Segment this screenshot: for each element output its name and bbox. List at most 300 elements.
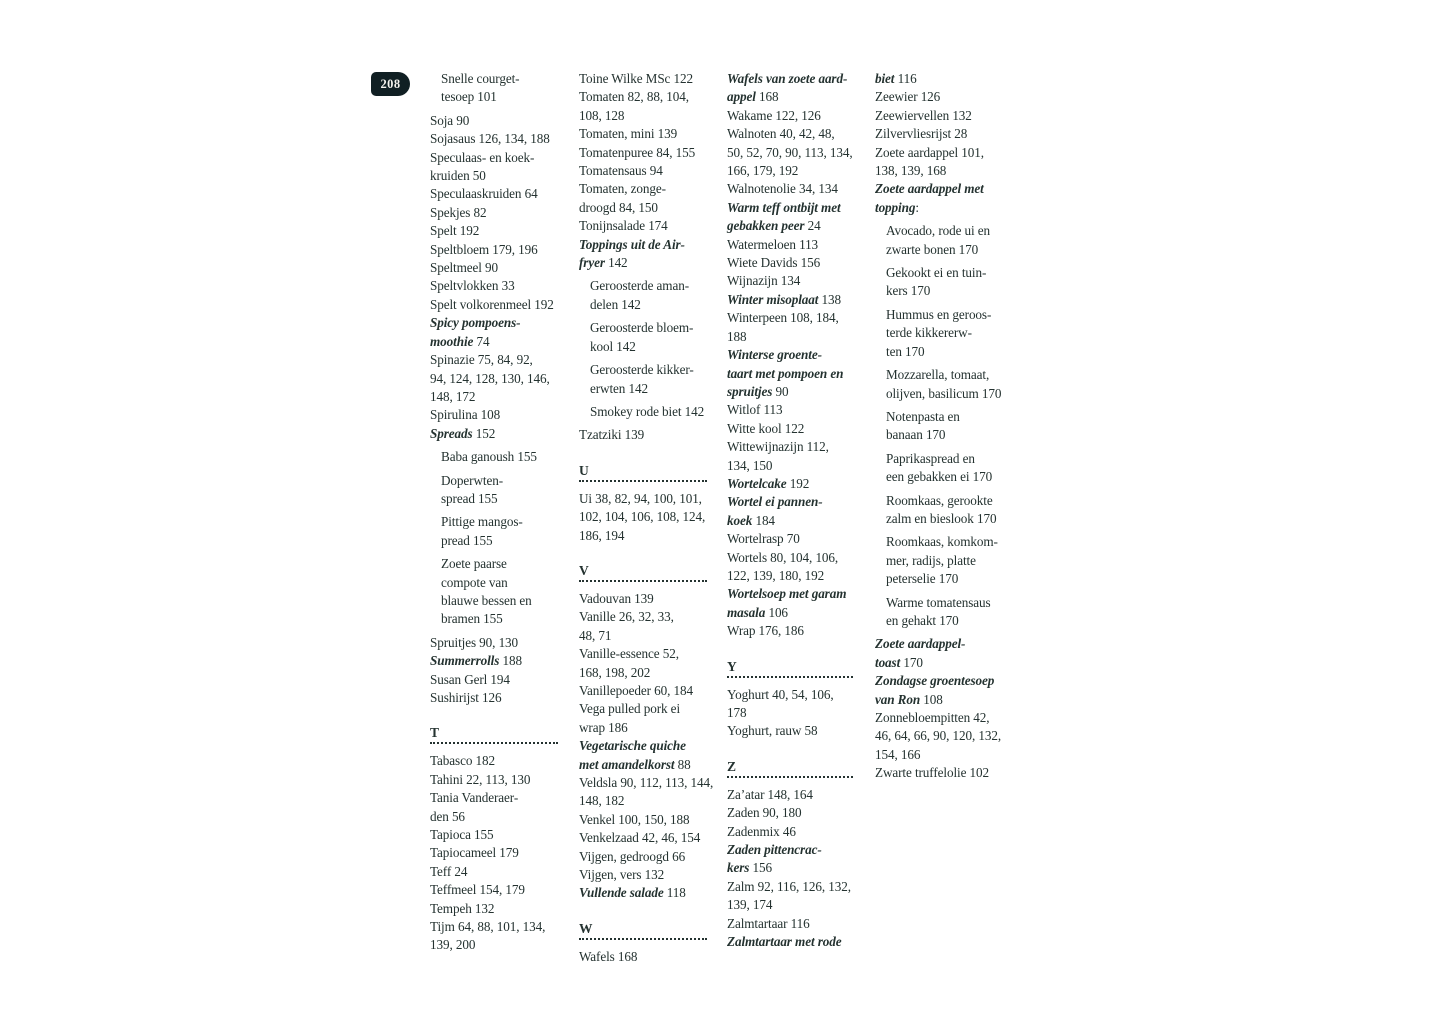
entry-line <box>727 512 853 530</box>
entry-text: olijven, basilicum 170 <box>886 385 1002 401</box>
index-entry <box>430 351 558 406</box>
entry-line <box>727 859 853 877</box>
entry-text: 156 <box>749 860 772 876</box>
entry-line <box>441 70 558 88</box>
entry-line <box>590 361 707 379</box>
entry-text: Tabasco 182 <box>430 753 495 769</box>
index-entry <box>727 291 853 309</box>
entry-text: Vijgen, gedroogd 66 <box>579 848 686 864</box>
entry-text: Spruitjes 90, 130 <box>430 634 519 650</box>
entry-line <box>886 492 999 510</box>
entry-text: 188 <box>727 328 747 344</box>
entry-text: Vega pulled pork ei <box>579 701 681 717</box>
entry-text: 154, 166 <box>875 746 921 762</box>
entry-text: Winterpeen 108, 184, <box>727 310 839 326</box>
index-entry <box>579 682 707 700</box>
index-entry <box>875 672 999 709</box>
entry-line <box>727 896 853 914</box>
entry-text: Spelt 192 <box>430 223 480 239</box>
entry-line <box>727 107 853 125</box>
entry-line <box>579 792 707 810</box>
entry-text: blauwe bessen en <box>441 592 532 608</box>
entry-line <box>430 863 558 881</box>
entry-text: pread 155 <box>441 532 493 548</box>
entry-text: den 56 <box>430 808 465 824</box>
entry-line <box>727 254 853 272</box>
entry-text: en gehakt 170 <box>886 612 959 628</box>
entry-line <box>430 185 558 203</box>
entry-line <box>430 333 558 351</box>
entry-line <box>727 272 853 290</box>
entry-text: Avocado, rode ui en <box>886 223 991 239</box>
entry-text: 122, 139, 180, 192 <box>727 567 825 583</box>
entry-line <box>727 88 853 106</box>
entry-line <box>441 513 558 531</box>
recipe-title-text: biet <box>875 71 895 86</box>
entry-text: Tonijnsalade 174 <box>579 218 668 234</box>
entry-text: Vijgen, vers 132 <box>579 867 665 883</box>
entry-line <box>727 162 853 180</box>
entry-line <box>727 346 853 364</box>
index-entry <box>579 737 707 774</box>
section-letter: V <box>579 562 589 578</box>
entry-text: Wakame 122, 126 <box>727 107 821 123</box>
entry-text: Watermeloen 113 <box>727 236 819 252</box>
index-column-2 <box>579 70 714 966</box>
index-entry <box>727 823 853 841</box>
entry-text: Wrap 176, 186 <box>727 623 804 639</box>
entry-text: Wafels 168 <box>579 948 638 964</box>
section-header-t <box>430 726 558 744</box>
index-subentry <box>875 533 999 588</box>
index-entry <box>430 241 558 259</box>
entry-text: Tapioca 155 <box>430 827 494 843</box>
entry-line <box>886 510 999 528</box>
index-subentry <box>875 222 999 259</box>
entry-text: 106 <box>765 604 788 620</box>
entry-line <box>886 306 999 324</box>
entry-line <box>430 881 558 899</box>
entry-line <box>430 634 558 652</box>
entry-text: Yoghurt 40, 54, 106, <box>727 686 834 702</box>
recipe-title-text: fryer <box>579 255 605 271</box>
entry-text: erwten 142 <box>590 380 648 396</box>
entry-text: Geroosterde bloem- <box>590 320 694 336</box>
index-subentry <box>579 277 707 314</box>
entry-text: kool 142 <box>590 338 636 354</box>
entry-text: Roomkaas, gerookte <box>886 492 993 508</box>
entry-line <box>886 366 999 384</box>
entry-text: Hummus en geroos- <box>886 306 992 322</box>
entry-line <box>441 555 558 573</box>
index-entry <box>430 149 558 186</box>
entry-line <box>727 180 853 198</box>
entry-text: Tania Vanderaer- <box>430 790 519 806</box>
entry-text: Teff 24 <box>430 863 468 879</box>
index-entry <box>727 199 853 236</box>
entry-line <box>727 475 853 493</box>
entry-text: 134, 150 <box>727 457 773 473</box>
entry-line <box>430 689 558 707</box>
entry-line <box>579 664 707 682</box>
entry-text: Teffmeel 154, 179 <box>430 882 525 898</box>
index-entry <box>579 70 707 88</box>
index-entry <box>430 406 558 424</box>
entry-line <box>590 403 707 421</box>
index-subentry <box>430 70 558 107</box>
index-entry <box>727 475 853 493</box>
index-entry <box>875 88 999 106</box>
index-entry <box>727 107 853 125</box>
entry-line <box>875 746 999 764</box>
entry-line <box>886 533 999 551</box>
entry-text: peterselie 170 <box>886 571 959 587</box>
index-entry <box>579 490 707 545</box>
recipe-title-text: Zoete aardappel- <box>875 636 966 652</box>
entry-line <box>579 125 707 143</box>
entry-text: ten 170 <box>886 343 925 359</box>
entry-line <box>579 608 707 626</box>
entry-line <box>590 338 707 356</box>
section-header-y <box>727 660 853 678</box>
entry-line <box>579 144 707 162</box>
entry-line <box>430 314 558 332</box>
index-entry <box>430 634 558 652</box>
recipe-title-text: Wafels van zoete aard- <box>727 71 848 86</box>
entry-line <box>727 199 853 217</box>
entry-line <box>430 844 558 862</box>
recipe-title-text: Warm teff ontbijt met <box>727 199 841 215</box>
entry-text: Ui 38, 82, 94, 100, 101, <box>579 490 702 506</box>
index-entry <box>430 204 558 222</box>
entry-text: Witte kool 122 <box>727 420 805 436</box>
index-entry <box>579 144 707 162</box>
index-entry <box>579 866 707 884</box>
entry-line <box>886 468 999 486</box>
entry-line <box>579 948 707 966</box>
entry-text: Speltvlokken 33 <box>430 278 515 294</box>
entry-line <box>430 652 558 670</box>
entry-text: 102, 104, 106, 108, 124, <box>579 509 706 525</box>
index-entry <box>727 915 853 933</box>
index-entry <box>727 346 853 401</box>
entry-text: Zonnebloempitten 42, <box>875 710 990 725</box>
entry-line <box>579 866 707 884</box>
entry-line <box>727 704 853 722</box>
index-entry <box>430 900 558 918</box>
index-subentry <box>875 264 999 301</box>
entry-line <box>590 277 707 295</box>
entry-text: terde kikkererw- <box>886 325 972 341</box>
recipe-title-text: taart met pompoen en <box>727 365 844 381</box>
index-entry <box>875 635 999 672</box>
entry-line <box>430 671 558 689</box>
index-entry <box>727 722 853 740</box>
index-subentry <box>875 450 999 487</box>
index-entry <box>430 671 558 689</box>
entry-line <box>875 107 999 125</box>
entry-line <box>727 804 853 822</box>
entry-text: Zwarte truffelolie 102 <box>875 765 990 781</box>
entry-text: 24 <box>804 218 821 234</box>
recipe-title-text: Wortel ei pannen- <box>727 494 823 510</box>
entry-line <box>727 420 853 438</box>
entry-line <box>886 426 999 444</box>
index-entry <box>875 709 1002 764</box>
index-entry <box>430 771 558 789</box>
index-entry <box>579 88 707 125</box>
entry-line <box>430 112 558 130</box>
entry-text: Spekjes 82 <box>430 204 487 220</box>
entry-text: zalm en bieslook 170 <box>886 510 997 526</box>
entry-line <box>886 343 999 361</box>
index-entry <box>875 764 999 782</box>
entry-text: 186, 194 <box>579 527 625 543</box>
index-entry <box>430 259 558 277</box>
entry-line <box>430 425 558 443</box>
entry-text: Susan Gerl 194 <box>430 671 510 687</box>
entry-line <box>430 826 558 844</box>
entry-line <box>727 878 853 896</box>
entry-line <box>727 291 853 309</box>
entry-line <box>579 884 707 902</box>
entry-text: 88 <box>674 756 691 772</box>
index-entry <box>727 125 853 180</box>
entry-line <box>441 574 558 592</box>
entry-text: Spinazie 75, 84, 92, <box>430 352 533 368</box>
index-entry <box>430 863 558 881</box>
entry-line <box>727 567 853 585</box>
entry-text: Notenpasta en <box>886 408 960 424</box>
entry-text: 48, 71 <box>579 627 612 643</box>
entry-line <box>579 737 707 755</box>
index-entry <box>579 829 707 847</box>
entry-line <box>579 508 707 526</box>
index-entry <box>579 700 707 737</box>
entry-text: 168, 198, 202 <box>579 664 651 680</box>
index-entry <box>430 296 558 314</box>
entry-line <box>579 217 707 235</box>
index-entry <box>727 420 853 438</box>
entry-line <box>727 549 853 567</box>
entry-line <box>579 682 707 700</box>
entry-text: Speltbloem 179, 196 <box>430 241 538 257</box>
entry-line <box>727 383 853 401</box>
entry-line <box>875 635 999 653</box>
entry-line <box>727 841 853 859</box>
entry-line <box>727 622 853 640</box>
recipe-title-text: Toppings uit de Air- <box>579 236 685 252</box>
entry-line <box>886 385 1002 403</box>
recipe-title-text: Spreads <box>430 425 473 441</box>
entry-text: Vanille 26, 32, 33, <box>579 609 674 625</box>
entry-text: Venkel 100, 150, 188 <box>579 811 690 827</box>
entry-text: Tijm 64, 88, 101, 134, <box>430 919 546 935</box>
entry-line <box>430 900 558 918</box>
entry-line <box>430 406 558 424</box>
index-entry <box>579 217 707 235</box>
entry-line <box>727 125 853 143</box>
entry-line <box>875 125 999 143</box>
entry-line <box>727 823 853 841</box>
entry-text: Walnotenolie 34, 134 <box>727 181 838 197</box>
index-entry <box>875 107 999 125</box>
recipe-title-text: met amandelkorst <box>579 756 675 772</box>
entry-line <box>430 296 558 314</box>
entry-line <box>727 493 853 511</box>
section-letter: Y <box>727 658 737 674</box>
entry-text: Spirulina 108 <box>430 407 501 423</box>
entry-text: Geroosterde kikker- <box>590 362 694 378</box>
entry-line <box>590 296 707 314</box>
index-entry <box>579 236 707 273</box>
recipe-title-text: Zondagse groentesoep <box>875 673 995 689</box>
entry-text: Toine Wilke MSc 122 <box>579 71 693 86</box>
index-entry <box>430 826 558 844</box>
entry-line <box>430 388 558 406</box>
entry-line <box>579 88 707 106</box>
entry-line <box>430 204 558 222</box>
index-entry <box>727 549 853 586</box>
entry-line <box>579 700 707 718</box>
entry-text: Zilvervliesrijst 28 <box>875 126 968 142</box>
entry-text: 139, 174 <box>727 897 773 913</box>
entry-line <box>886 612 999 630</box>
entry-line <box>441 610 558 628</box>
index-entry <box>579 426 707 444</box>
entry-line <box>579 180 707 198</box>
section-dotted-rule <box>727 776 853 778</box>
index-entry <box>430 277 558 295</box>
entry-text: 170 <box>900 654 923 670</box>
entry-line <box>727 933 853 951</box>
entry-text: Zeewier 126 <box>875 89 941 105</box>
entry-line <box>430 259 558 277</box>
entry-line <box>430 241 558 259</box>
section-header-z <box>727 760 853 778</box>
index-entry <box>727 933 853 951</box>
entry-text: Yoghurt, rauw 58 <box>727 723 818 739</box>
index-subentry <box>579 361 707 398</box>
entry-text: Wittewijnazijn 112, <box>727 439 829 455</box>
entry-text: Zalm 92, 116, 126, 132, <box>727 878 851 894</box>
entry-line <box>727 530 853 548</box>
entry-line <box>579 236 707 254</box>
index-subentry <box>430 555 558 629</box>
entry-text: Tzatziki 139 <box>579 427 645 443</box>
entry-line <box>727 365 853 383</box>
entry-text: 108, 128 <box>579 107 625 123</box>
entry-text: Veldsla 90, 112, 113, 144, <box>579 775 714 790</box>
entry-line <box>430 167 558 185</box>
entry-text: 50, 52, 70, 90, 113, 134, <box>727 144 853 160</box>
recipe-title-text: gebakken peer <box>727 218 805 234</box>
entry-text: Tomaten, zonge- <box>579 181 666 197</box>
entry-text: Zeewiervellen 132 <box>875 107 972 123</box>
entry-text: : <box>915 199 919 215</box>
entry-text: Zoete aardappel 101, <box>875 144 984 160</box>
index-entry <box>579 125 707 143</box>
entry-text: Walnoten 40, 42, 48, <box>727 126 835 142</box>
entry-line <box>579 162 707 180</box>
index-entry <box>727 786 853 804</box>
index-entry <box>579 645 707 682</box>
entry-line <box>886 222 999 240</box>
recipe-title-text: Winterse groente- <box>727 347 822 363</box>
entry-text: Zadenmix 46 <box>727 823 796 839</box>
index-entry <box>727 585 853 622</box>
index-entry <box>727 254 853 272</box>
section-header-w <box>579 922 707 940</box>
entry-text: 46, 64, 66, 90, 120, 132, <box>875 728 1002 744</box>
index-entry <box>430 652 558 670</box>
index-entry <box>875 180 999 217</box>
entry-line <box>441 88 558 106</box>
recipe-title-text: Zoete aardappel met <box>875 181 984 197</box>
entry-line <box>430 918 558 936</box>
entry-line <box>727 144 853 162</box>
section-dotted-rule <box>579 480 707 482</box>
entry-line <box>727 915 853 933</box>
index-entry <box>579 180 707 217</box>
entry-line <box>875 70 999 88</box>
entry-line <box>579 590 707 608</box>
index-entry <box>875 70 999 88</box>
entry-line <box>727 686 853 704</box>
entry-line <box>886 324 999 342</box>
entry-line <box>886 282 999 300</box>
index-column-3 <box>727 70 853 951</box>
entry-line <box>727 309 853 327</box>
recipe-title-text: masala <box>727 604 766 620</box>
entry-line <box>430 277 558 295</box>
entry-text: Wortelrasp 70 <box>727 531 800 547</box>
index-entry <box>430 789 558 826</box>
entry-line <box>579 70 707 88</box>
index-entry <box>430 112 558 130</box>
entry-text: een gebakken ei 170 <box>886 469 993 485</box>
entry-text: 166, 179, 192 <box>727 163 799 179</box>
entry-text: Zoete paarse <box>441 556 507 572</box>
index-entry <box>727 686 853 723</box>
section-dotted-rule <box>727 676 853 678</box>
index-subentry <box>875 366 1002 403</box>
entry-text: Spelt volkorenmeel 192 <box>430 296 554 312</box>
entry-text: Geroosterde aman- <box>590 278 689 294</box>
index-column-1 <box>430 70 558 955</box>
entry-line <box>727 438 853 456</box>
entry-line <box>430 130 558 148</box>
index-entry <box>727 804 853 822</box>
section-letter: U <box>579 462 589 478</box>
entry-line <box>875 672 999 690</box>
entry-text: Snelle courget- <box>441 71 520 86</box>
index-entry <box>875 144 999 181</box>
entry-text: Venkelzaad 42, 46, 154 <box>579 830 701 846</box>
entry-text: Tahini 22, 113, 130 <box>430 771 531 787</box>
recipe-title-text: van Ron <box>875 691 921 707</box>
entry-line <box>579 811 707 829</box>
recipe-title-text: toast <box>875 654 901 670</box>
entry-line <box>886 408 999 426</box>
entry-line <box>886 450 999 468</box>
entry-line <box>579 719 707 737</box>
entry-text: Vanille-essence 52, <box>579 646 679 662</box>
recipe-title-text: Vullende salade <box>579 885 664 901</box>
section-letter: Z <box>727 758 736 774</box>
entry-text: Tomaten, mini 139 <box>579 126 678 142</box>
index-subentry <box>875 306 999 361</box>
